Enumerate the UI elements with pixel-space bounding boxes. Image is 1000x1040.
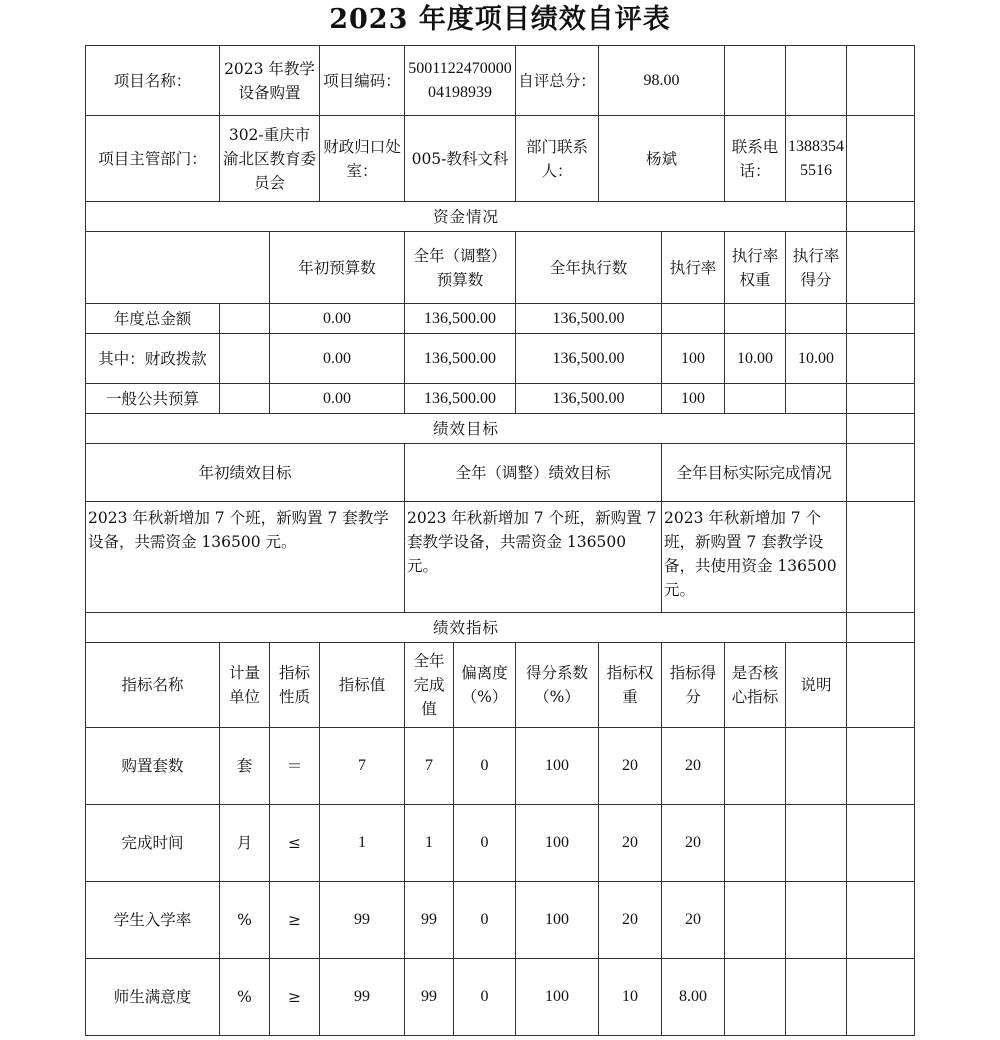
funds-row-executed: 136,500.00 xyxy=(516,384,662,414)
goals-header-adjusted: 全年（调整）绩效目标 xyxy=(405,444,662,502)
ind-note xyxy=(786,959,847,1036)
ind-header-done: 全年完成值 xyxy=(405,643,454,728)
funds-row-extra xyxy=(847,304,915,334)
ind-score: 8.00 xyxy=(662,959,725,1036)
info-blank-4 xyxy=(847,116,915,202)
ind-header-deviation: 偏离度（%） xyxy=(454,643,516,728)
info-blank-3 xyxy=(847,46,915,116)
funds-row-adjusted: 136,500.00 xyxy=(405,304,516,334)
goals-header-actual: 全年目标实际完成情况 xyxy=(662,444,847,502)
info-blank-2 xyxy=(786,46,847,116)
ind-weight: 10 xyxy=(599,959,662,1036)
phone-label: 联系电话： xyxy=(725,116,786,202)
funds-row-name: 一般公共预算 xyxy=(86,384,220,414)
self-score-label: 自评总分： xyxy=(516,46,599,116)
ind-blank xyxy=(847,805,915,882)
ind-unit: % xyxy=(220,882,270,959)
dept-value: 302-重庆市渝北区教育委员会 xyxy=(220,116,320,202)
funds-header-extra xyxy=(847,232,915,304)
funds-row-blank xyxy=(220,304,270,334)
finance-office-label: 财政归口处室： xyxy=(320,116,405,202)
goal-actual-text: 2023 年秋新增加 7 个班，新购置 7 套教学设备，共使用资金 136500 元。 xyxy=(662,502,847,613)
funds-row-fiscal xyxy=(86,334,915,384)
funds-header-weight: 执行率权重 xyxy=(725,232,786,304)
ind-deviation: 0 xyxy=(454,805,516,882)
ind-value: 99 xyxy=(320,882,405,959)
goals-header-initial: 年初绩效目标 xyxy=(86,444,405,502)
finance-office-value: 005-教科文科 xyxy=(405,116,516,202)
ind-note xyxy=(786,882,847,959)
ind-coef: 100 xyxy=(516,728,599,805)
funds-row-adjusted: 136,500.00 xyxy=(405,384,516,414)
funds-section-row xyxy=(86,202,915,232)
indicators-section-blank xyxy=(847,613,915,643)
goals-content-row xyxy=(86,502,915,613)
funds-row-general xyxy=(86,384,915,414)
ind-unit: 套 xyxy=(220,728,270,805)
ind-nature: ≥ xyxy=(270,959,320,1036)
funds-row-name: 其中：财政拨款 xyxy=(86,334,220,384)
ind-value: 99 xyxy=(320,959,405,1036)
contact-label: 部门联系人： xyxy=(516,116,599,202)
ind-weight: 20 xyxy=(599,805,662,882)
ind-done: 99 xyxy=(405,882,454,959)
funds-header-initial: 年初预算数 xyxy=(270,232,405,304)
ind-value: 1 xyxy=(320,805,405,882)
indicators-section-title: 绩效指标 xyxy=(86,613,847,643)
ind-header-nature: 指标性质 xyxy=(270,643,320,728)
indicator-row xyxy=(86,882,915,959)
funds-row-extra xyxy=(847,384,915,414)
indicator-row xyxy=(86,728,915,805)
funds-row-weight xyxy=(725,304,786,334)
funds-row-initial: 0.00 xyxy=(270,334,405,384)
ind-nature: ＝ xyxy=(270,728,320,805)
ind-coef: 100 xyxy=(516,805,599,882)
ind-unit: % xyxy=(220,959,270,1036)
goals-header-blank xyxy=(847,444,915,502)
ind-blank xyxy=(847,959,915,1036)
funds-row-weight xyxy=(725,384,786,414)
ind-name: 学生入学率 xyxy=(86,882,220,959)
ind-core xyxy=(725,728,786,805)
ind-deviation: 0 xyxy=(454,959,516,1036)
goals-section-title: 绩效目标 xyxy=(86,414,847,444)
ind-header-unit: 计量单位 xyxy=(220,643,270,728)
ind-name: 购置套数 xyxy=(86,728,220,805)
dept-label: 项目主管部门： xyxy=(86,116,220,202)
ind-deviation: 0 xyxy=(454,728,516,805)
funds-row-total xyxy=(86,304,915,334)
indicators-header-row xyxy=(86,643,915,728)
funds-row-executed: 136,500.00 xyxy=(516,334,662,384)
indicator-row xyxy=(86,959,915,1036)
funds-row-rate xyxy=(662,304,725,334)
project-name-value: 2023 年教学设备购置 xyxy=(220,46,320,116)
ind-note xyxy=(786,805,847,882)
ind-header-weight: 指标权重 xyxy=(599,643,662,728)
funds-row-score: 10.00 xyxy=(786,334,847,384)
goals-header-row xyxy=(86,444,915,502)
ind-core xyxy=(725,882,786,959)
funds-row-extra xyxy=(847,334,915,384)
ind-nature: ≤ xyxy=(270,805,320,882)
funds-header-executed: 全年执行数 xyxy=(516,232,662,304)
ind-value: 7 xyxy=(320,728,405,805)
ind-done: 7 xyxy=(405,728,454,805)
ind-header-name: 指标名称 xyxy=(86,643,220,728)
ind-done: 1 xyxy=(405,805,454,882)
goal-initial-text: 2023 年秋新增加 7 个班，新购置 7 套教学设备，共需资金 136500 元。 xyxy=(86,502,405,613)
funds-header-score: 执行率得分 xyxy=(786,232,847,304)
funds-row-name: 年度总金额 xyxy=(86,304,220,334)
ind-deviation: 0 xyxy=(454,882,516,959)
ind-core xyxy=(725,805,786,882)
ind-score: 20 xyxy=(662,882,725,959)
funds-header-rate: 执行率 xyxy=(662,232,725,304)
ind-coef: 100 xyxy=(516,959,599,1036)
ind-header-core: 是否核心指标 xyxy=(725,643,786,728)
ind-header-coef: 得分系数（%） xyxy=(516,643,599,728)
funds-row-initial: 0.00 xyxy=(270,384,405,414)
ind-header-value: 指标值 xyxy=(320,643,405,728)
goal-adjusted-text: 2023 年秋新增加 7 个班，新购置 7 套教学设备，共需资金 136500 元。 xyxy=(405,502,662,613)
ind-name: 师生满意度 xyxy=(86,959,220,1036)
funds-row-weight: 10.00 xyxy=(725,334,786,384)
funds-section-blank xyxy=(847,202,915,232)
funds-row-adjusted: 136,500.00 xyxy=(405,334,516,384)
funds-header-blank xyxy=(86,232,270,304)
funds-header-row xyxy=(86,232,915,304)
info-row-2 xyxy=(86,116,915,202)
ind-core xyxy=(725,959,786,1036)
ind-done: 99 xyxy=(405,959,454,1036)
funds-header-adjusted: 全年（调整）预算数 xyxy=(405,232,516,304)
project-code-label: 项目编码： xyxy=(320,46,405,116)
funds-row-rate: 100 xyxy=(662,334,725,384)
ind-blank xyxy=(847,728,915,805)
evaluation-table xyxy=(85,45,915,1036)
funds-row-score xyxy=(786,304,847,334)
goals-section-blank xyxy=(847,414,915,444)
indicator-row xyxy=(86,805,915,882)
ind-blank xyxy=(847,882,915,959)
ind-coef: 100 xyxy=(516,882,599,959)
self-score-value: 98.00 xyxy=(599,46,725,116)
ind-nature: ≥ xyxy=(270,882,320,959)
ind-header-note: 说明 xyxy=(786,643,847,728)
ind-unit: 月 xyxy=(220,805,270,882)
funds-row-blank xyxy=(220,384,270,414)
funds-row-initial: 0.00 xyxy=(270,304,405,334)
contact-value: 杨斌 xyxy=(599,116,725,202)
page-title: 2023 年度项目绩效自评表 xyxy=(329,4,671,35)
ind-score: 20 xyxy=(662,805,725,882)
goals-section-row xyxy=(86,414,915,444)
ind-weight: 20 xyxy=(599,882,662,959)
funds-row-executed: 136,500.00 xyxy=(516,304,662,334)
ind-header-score: 指标得分 xyxy=(662,643,725,728)
info-blank-1 xyxy=(725,46,786,116)
ind-name: 完成时间 xyxy=(86,805,220,882)
ind-note xyxy=(786,728,847,805)
ind-header-blank xyxy=(847,643,915,728)
funds-row-rate: 100 xyxy=(662,384,725,414)
funds-row-score xyxy=(786,384,847,414)
ind-score: 20 xyxy=(662,728,725,805)
ind-weight: 20 xyxy=(599,728,662,805)
goals-content-blank xyxy=(847,502,915,613)
info-row-1 xyxy=(86,46,915,116)
funds-row-blank xyxy=(220,334,270,384)
project-code-value: 500112247000004198939 xyxy=(405,46,516,116)
funds-section-title: 资金情况 xyxy=(86,202,847,232)
indicators-section-row xyxy=(86,613,915,643)
phone-value: 13883545516 xyxy=(786,116,847,202)
project-name-label: 项目名称： xyxy=(86,46,220,116)
